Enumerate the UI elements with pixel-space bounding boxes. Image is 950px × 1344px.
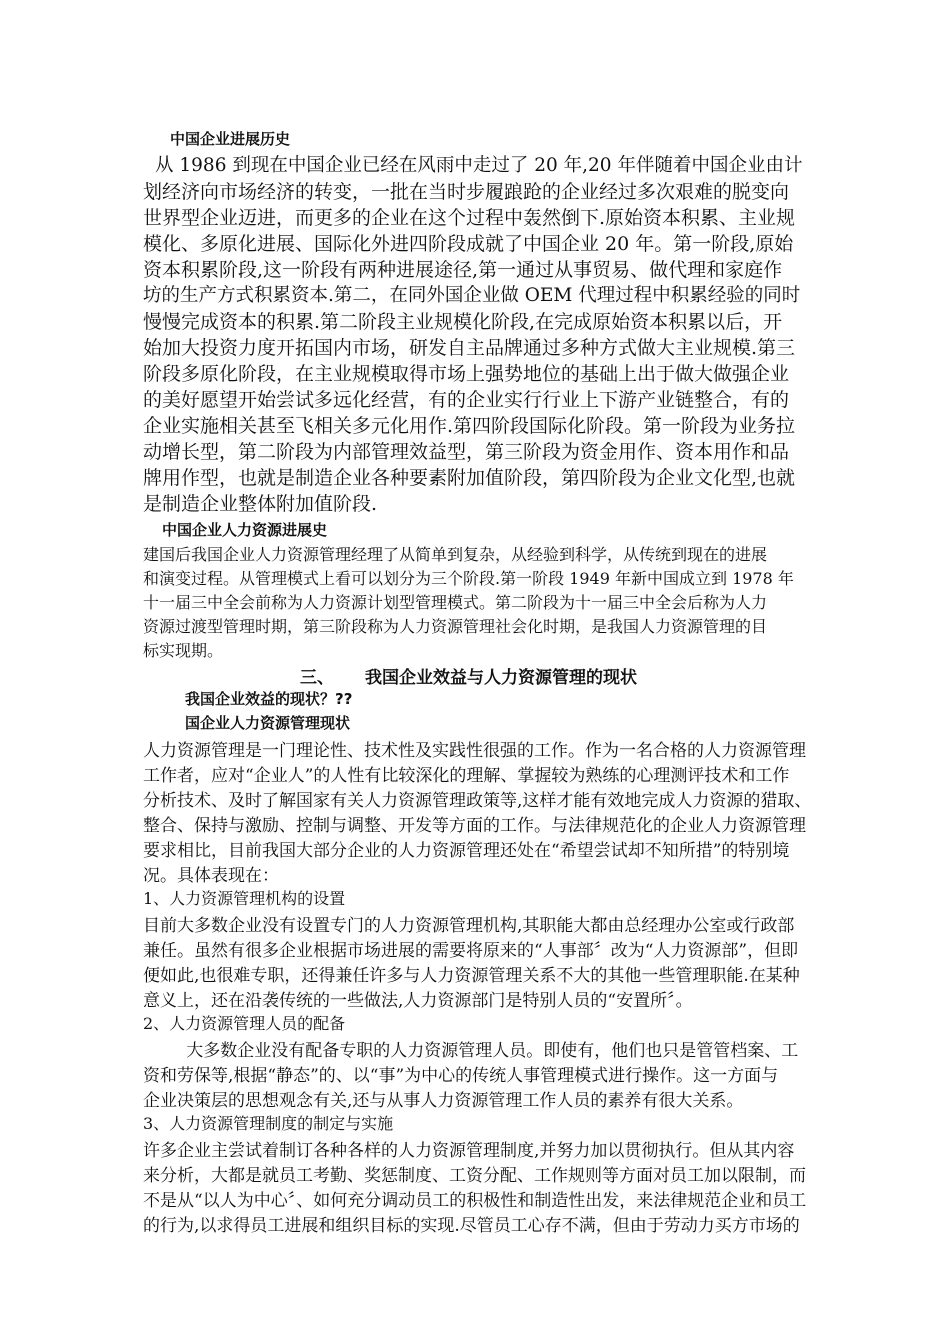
paragraph-line: 资和劳保等,根据“静态”的、以“事”为中心的传统人事管理模式进行操作。这一方面与 bbox=[143, 1066, 779, 1086]
paragraph-line: 工作者，应对“企业人”的人性有比较深化的理解、掌握较为熟练的心理测评技术和工作 bbox=[143, 766, 790, 786]
paragraph-line: 和演变过程。从管理模式上看可以划分为三个阶段.第一阶段 1949 年新中国成立到 1978 年 bbox=[143, 569, 794, 588]
subheading-efficiency: 我国企业效益的现状？?? bbox=[185, 690, 353, 708]
paragraph-line: 建国后我国企业人力资源管理经理了从简单到复杂，从经验到科学，从传统到现在的进展 bbox=[143, 545, 768, 564]
paragraph-line: 世界型企业迈进，而更多的企业在这个过程中轰然倒下.原始资本积累、主业规 bbox=[143, 207, 796, 229]
subheading-hr-status: 国企业人力资源管理现状 bbox=[185, 714, 351, 732]
item-heading-2: 2、人力资源管理人员的配备 bbox=[143, 1014, 346, 1033]
paragraph-line: 企业实施相关甚至飞相关多元化用作.第四阶段国际化阶段。第一阶段为业务拉 bbox=[143, 415, 796, 437]
paragraph-line: 坊的生产方式积累资本.第二，在同外国企业做 OEM 代理过程中积累经验的同时 bbox=[143, 285, 801, 306]
paragraph-line: 要求相比，目前我国大部分企业的人力资源管理还处在“希望尝试却不知所措”的特别境 bbox=[143, 841, 790, 861]
paragraph-line: 划经济向市场经济的转变，一批在当时步履踉跄的企业经过多次艰难的脱变向 bbox=[143, 181, 790, 203]
paragraph-line: 企业决策层的思想观念有关,还与从事人力资源管理工作人员的素养有很大关系。 bbox=[143, 1091, 744, 1111]
paragraph-line: 人力资源管理是一门理论性、技术性及实践性很强的工作。作为一名合格的人力资源管理 bbox=[143, 741, 806, 761]
paragraph-line: 意义上，还在沿袭传统的一些做法,人力资源部门是特别人员的“安置所〞。 bbox=[143, 991, 693, 1011]
paragraph-line: 标实现期。 bbox=[143, 641, 224, 660]
paragraph-line: 的行为,以求得员工进展和组织目标的实现.尽管员工心存不满，但由于劳动力买方市场的 bbox=[143, 1216, 800, 1236]
paragraph-line: 的美好愿望开始尝试多远化经营，有的企业实行行业上下游产业链整合，有的 bbox=[143, 389, 790, 411]
paragraph-line: 是制造企业整体附加值阶段. bbox=[143, 493, 378, 515]
paragraph-line: 兼任。虽然有很多企业根据市场进展的需要将原来的“人事部〞改为“人力资源部”，但即 bbox=[143, 941, 799, 961]
paragraph-line: 阶段多原化阶段，在主业规模取得市场上强势地位的基础上出于做大做强企业 bbox=[143, 363, 790, 385]
paragraph-line: 资源过渡型管理时期，第三阶段称为人力资源管理社会化时期，是我国人力资源管理的目 bbox=[143, 617, 768, 636]
paragraph-line: 分析技术、及时了解国家有关人力资源管理政策等,这样才能有效地完成人力资源的猎取、 bbox=[143, 791, 812, 811]
chapter-title: 我国企业效益与人力资源管理的现状 bbox=[365, 668, 637, 688]
paragraph-line: 大多数企业没有配备专职的人力资源管理人员。即使有，他们也只是管管档案、工 bbox=[143, 1041, 799, 1061]
paragraph-line: 目前大多数企业没有设置专门的人力资源管理机构,其职能大都由总经理办公室或行政部 bbox=[143, 916, 795, 936]
chapter-number: 三、 bbox=[300, 668, 334, 688]
paragraph-line: 十一届三中全会前称为人力资源计划型管理模式。第二阶段为十一届三中全会后称为人力 bbox=[143, 593, 768, 612]
paragraph-line: 不是从“以人为中心〞、如何充分调动员工的积极性和制造性出发，来法律规范企业和员工 bbox=[143, 1191, 807, 1211]
paragraph-line: 况。具体表现在： bbox=[143, 866, 279, 886]
paragraph-line: 模化、多原化进展、国际化外进四阶段成就了中国企业 20 年。第一阶段,原始 bbox=[143, 233, 794, 255]
paragraph-line: 从 1986 到现在中国企业已经在风雨中走过了 20 年,20 年伴随着中国企业由计 bbox=[155, 155, 803, 176]
paragraph-line: 慢慢完成资本的积累.第二阶段主业规模化阶段,在完成原始资本积累以后，开 bbox=[143, 311, 783, 333]
item-heading-1: 1、人力资源管理机构的设置 bbox=[143, 889, 346, 908]
paragraph-line: 来分析，大都是就员工考勤、奖惩制度、工资分配、工作规则等方面对员工加以限制，而 bbox=[143, 1166, 806, 1186]
paragraph-line: 资本积累阶段,这一阶段有两种进展途径,第一通过从事贸易、做代理和家庭作 bbox=[143, 259, 783, 281]
paragraph-line: 整合、保持与激励、控制与调整、开发等方面的工作。与法律规范化的企业人力资源管理 bbox=[143, 816, 806, 836]
paragraph-line: 许多企业主尝试着制订各种各样的人力资源管理制度,并努力加以贯彻执行。但从其内容 bbox=[143, 1141, 795, 1161]
paragraph-line: 始加大投资力度开拓国内市场，研发自主品牌通过多种方式做大主业规模.第三 bbox=[143, 337, 796, 359]
section-heading-hr-history: 中国企业人力资源进展史 bbox=[162, 521, 328, 539]
paragraph-line: 动增长型，第二阶段为内部管理效益型，第三阶段为资金用作、资本用作和品 bbox=[143, 441, 790, 463]
item-heading-3: 3、人力资源管理制度的制定与实施 bbox=[143, 1114, 394, 1133]
paragraph-line: 便如此,也很难专职，还得兼任许多与人力资源管理关系不大的其他一些管理职能.在某种 bbox=[143, 966, 800, 986]
section-heading-history: 中国企业进展历史 bbox=[170, 130, 291, 148]
paragraph-line: 牌用作型，也就是制造企业各种要素附加值阶段，第四阶段为企业文化型,也就 bbox=[143, 467, 796, 489]
